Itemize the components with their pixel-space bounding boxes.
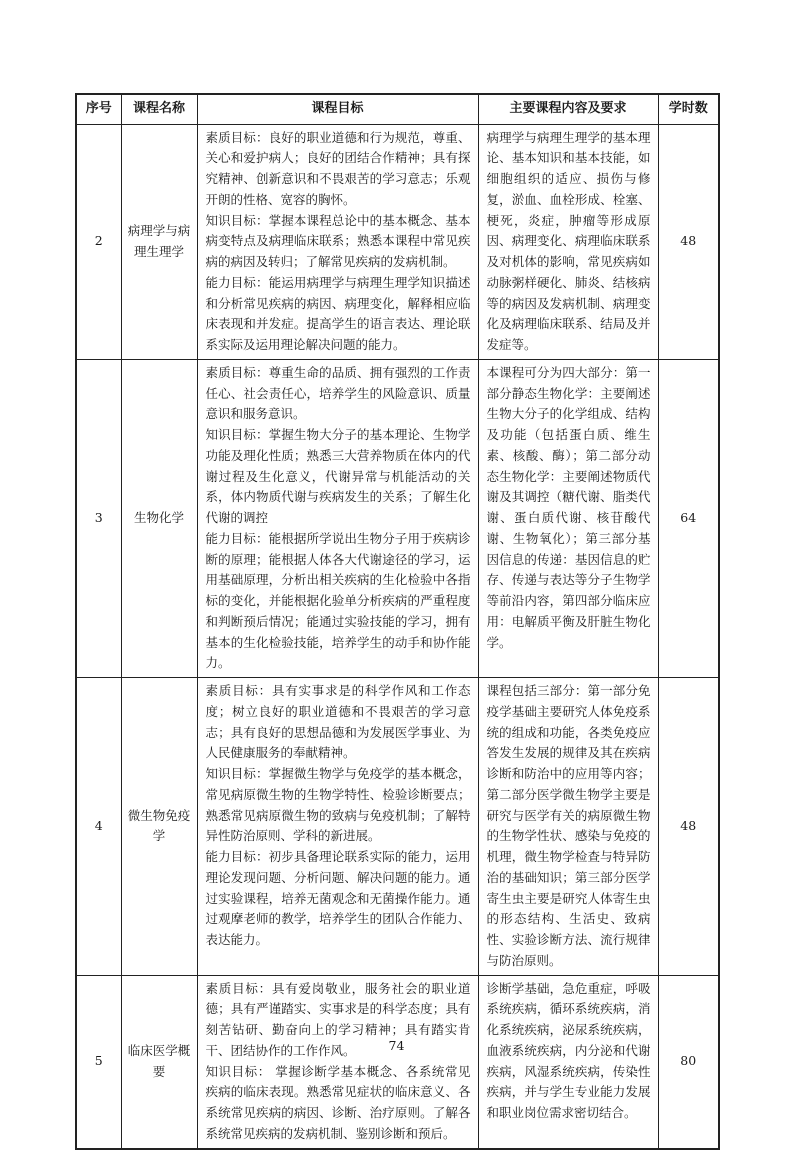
course-objectives [197,975,478,1149]
course-name: 临床医学概要 [121,975,197,1149]
page-number: 74 [388,1038,405,1053]
course-number: 4 [76,678,121,976]
course-hours: 64 [658,359,719,677]
course-objectives [197,678,478,976]
course-hours: 80 [658,975,719,1149]
objective-paragraph: 知识目标：掌握微生物学与免疫学的基本概念，常见病原微生物的生物学特性、检验诊断要点；熟悉常见病原微生物的致病与免疫机制；了解特异性防治原则、学科的新进展。 [205,766,471,844]
objective-paragraph: 素质目标：具有实事求是的科学作风和工作态度；树立良好的职业道德和不畏艰苦的学习意志；具有良好的思想品德和为发展医学事业、为人民健康服务的奉献精神。 [205,683,471,761]
table-header-row [76,94,719,124]
course-content: 课程包括三部分：第一部分免疫学基础主要研究人体免疫系统的组成和功能，各类免疫应答发生发展的规律及其在疾病诊断和防治中的应用等内容；第二部分医学微生物学主要是研究与医学有关的病原微生物的生物学性状、感染与免疫的机理，微生物学检查与特异防治的基础知识；第三部分医学寄生虫主要是研究人体寄生虫的形态结构、生活史、致病性、实验诊断方法、流行规律与防治原则。 [478,678,658,976]
course-table [75,93,720,1150]
objective-paragraph: 能力目标：初步具备理论联系实际的能力，运用理论发现问题、分析问题、解决问题的能力。通过实验课程，培养无菌观念和无菌操作能力。通过观摩老师的教学，培养学生的团队合作能力、表达能力。 [205,849,471,947]
course-number: 3 [76,359,121,677]
table-row [76,124,719,359]
course-name: 病理学与病理生理学 [121,124,197,359]
objective-paragraph: 素质目标：具有爱岗敬业，服务社会的职业道德；具有严谨踏实、实事求是的科学态度；具有刻苦钻研、勤奋向上的学习精神；具有踏实肯干、团结协作的工作作风。 [205,980,471,1058]
course-content: 诊断学基础，急危重症，呼吸系统疾病，循环系统疾病，消化系统疾病，泌尿系统疾病，血液系统疾病，内分泌和代谢疾病，风湿系统疾病，传染性疾病，并与学生专业能力发展和职业岗位需求密切结合。 [478,975,658,1149]
course-objectives [197,124,478,359]
objective-paragraph: 能力目标：能根据所学说出生物分子用于疾病诊断的原理；能根据人体各大代谢途径的学习，运用基础原理，分析出相关疾病的生化检验中各指标的变化，并能根据化验单分析疾病的严重程度和判断预后情况；能通过实验技能的学习，拥有基本的生化检验技能，培养学生的动手和协作能力。 [205,530,471,671]
course-objectives [197,359,478,677]
header-hours: 学时数 [658,94,719,124]
course-number: 2 [76,124,121,359]
course-hours: 48 [658,678,719,976]
objective-paragraph: 素质目标：尊重生命的品质、拥有强烈的工作责任心、社会责任心，培养学生的风险意识、质量意识和服务意识。 [205,364,471,422]
objective-paragraph: 知识目标：掌握生物大分子的基本理论、生物学功能及理化性质；熟悉三大营养物质在体内的代谢过程及生化意义，代谢异常与机能活动的关系，体内物质代谢与疾病发生的关系；了解生化代谢的调控 [205,427,471,525]
course-name: 微生物免疫学 [121,678,197,976]
table-row [76,678,719,976]
objective-paragraph: 知识目标：掌握本课程总论中的基本概念、基本病变特点及病理临床联系；熟悉本课程中常见疾病的病因及转归；了解常见疾病的发病机制。 [205,212,471,269]
table-row [76,975,719,1149]
course-name: 生物化学 [121,359,197,677]
course-content: 病理学与病理生理学的基本理论、基本知识和基本技能，如细胞组织的适应、损伤与修复，淤血、血栓形成、栓塞、梗死，炎症，肿瘤等形成原因、病理变化、病理临床联系及对机体的影响，常见疾病如动脉粥样硬化、肺炎、结核病等的病因及发病机制、病理变化及病理临床联系、结局及并发症等。 [478,124,658,359]
header-objectives: 课程目标 [197,94,478,124]
header-content: 主要课程内容及要求 [478,94,658,124]
header-index: 序号 [76,94,121,124]
objective-paragraph: 能力目标：能运用病理学与病理生理学知识描述和分析常见疾病的病因、病理变化，解释相应临床表现和并发症。提高学生的语言表达、理论联系实际及运用理论解决问题的能力。 [205,274,471,352]
objective-paragraph: 素质目标：良好的职业道德和行为规范，尊重、关心和爱护病人；良好的团结合作精神；具有探究精神、创新意识和不畏艰苦的学习意志；乐观开朗的性格、宽容的胸怀。 [205,129,471,207]
course-number: 5 [76,975,121,1149]
header-course-name: 课程名称 [121,94,197,124]
course-hours: 48 [658,124,719,359]
objective-paragraph: 知识目标： 掌握诊断学基本概念、各系统常见疾病的临床表现。熟悉常见症状的临床意义、各系统常见疾病的病因、诊断、治疗原则。了解各系统常见疾病的发病机制、鉴别诊断和预后。 [205,1063,471,1141]
course-content: 本课程可分为四大部分：第一部分静态生物化学：主要阐述生物大分子的化学组成、结构及功能（包括蛋白质、维生素、核酸、酶）；第二部分动态生物化学：主要阐述物质代谢及其调控（糖代谢、脂类代谢、蛋白质代谢、核苷酸代谢、生物氧化）；第三部分基因信息的传递：基因信息的贮存、传递与表达等分子生物学等前沿内容，第四部分临床应用：电解质平衡及肝脏生物化学。 [478,359,658,677]
table-row [76,359,719,677]
